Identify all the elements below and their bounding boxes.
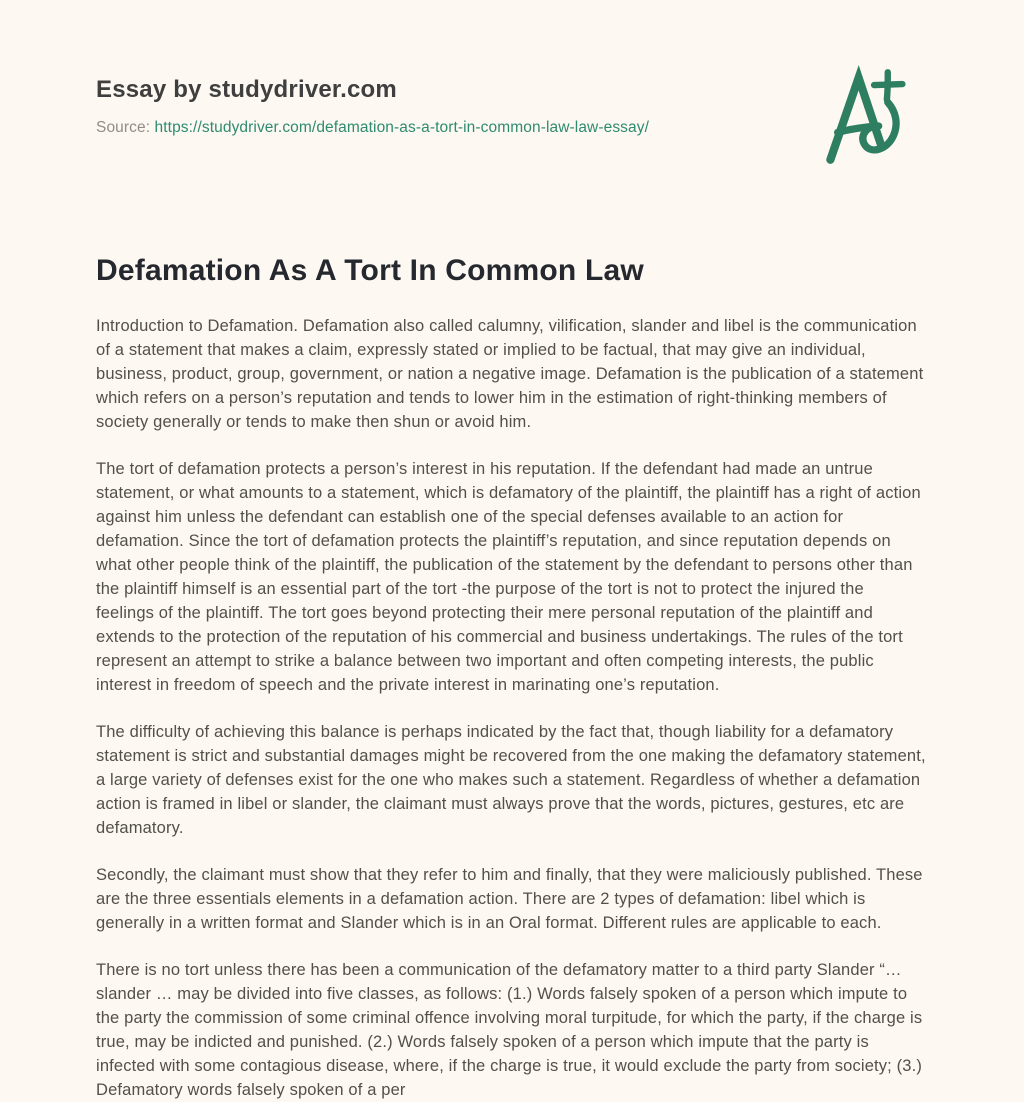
essay-byline: Essay by studydriver.com <box>96 76 397 103</box>
essay-title: Defamation As A Tort In Common Law <box>96 254 644 287</box>
source-label: Source: <box>96 119 151 136</box>
essay-paragraph: The difficulty of achieving this balance is perhaps indicated by the fact that, though liability for a defamatory statement is strict and substantial damages might be recovered from the one making the defamatory statement, a large variety of defenses exist for the one who makes such a statement. Regardless of whether a defamation action is framed in libel or slander, the claimant must always prove that the words, pictures, gestures, etc are defamatory. <box>96 723 926 837</box>
studydriver-a-plus-logo-icon <box>824 64 906 168</box>
essay-paragraph: Introduction to Defamation. Defamation also called calumny, vilification, slander and libel is the communication of a statement that makes a claim, expressly stated or implied to be factual, that may give an individual, business, product, group, government, or nation a negative image. Defamation is the publication of a statement which refers on a person’s reputation and tends to lower him in the estimation of right-thinking members of society generally or tends to make then shun or avoid him. <box>96 317 924 431</box>
essay-paragraph: The tort of defamation protects a person’s interest in his reputation. If the defendant had made an untrue statement, or what amounts to a statement, which is defamatory of the plaintiff, the plaintiff has a right of action against him unless the defendant can establish one of the special defenses available to an action for defamation. Since the tort of defamation protects the plaintiff’s reputation, and since reputation depends on what other people think of the plaintiff, the publication of the statement by the defendant to persons other than the plaintiff himself is an essential part of the tort -the purpose of the tort is not to protect the injured the feelings of the plaintiff. The tort goes beyond protecting their mere personal reputation of the plaintiff and extends to the protection of the reputation of his commercial and business undertakings. The rules of the tort represent an attempt to strike a balance between two important and often competing interests, the public interest in freedom of speech and the private interest in marinating one’s reputation. <box>96 460 921 694</box>
essay-paragraph: There is no tort unless there has been a communication of the defamatory matter to a third party Slander “… slander … may be divided into five classes, as follows: (1.) Words falsely spoken of a person which impute to the party the commission of some criminal offence involving moral turpitude, for which the party, if the charge is true, may be indicted and punished. (2.) Words falsely spoken of a person which impute that the party is infected with some contagious disease, where, if the charge is true, it would exclude the party from society; (3.) Defamatory words falsely spoken of a per <box>96 961 923 1099</box>
essay-paragraph: Secondly, the claimant must show that they refer to him and finally, that they were maliciously published. These are the three essentials elements in a defamation action. There are 2 types of defamation: libel which is generally in a written format and Slander which is in an Oral format. Different rules are applicable to each. <box>96 866 923 932</box>
essay-body <box>96 314 926 1102</box>
source-line <box>96 119 926 137</box>
source-link[interactable]: https://studydriver.com/defamation-as-a-tort-in-common-law-law-essay/ <box>154 119 649 136</box>
